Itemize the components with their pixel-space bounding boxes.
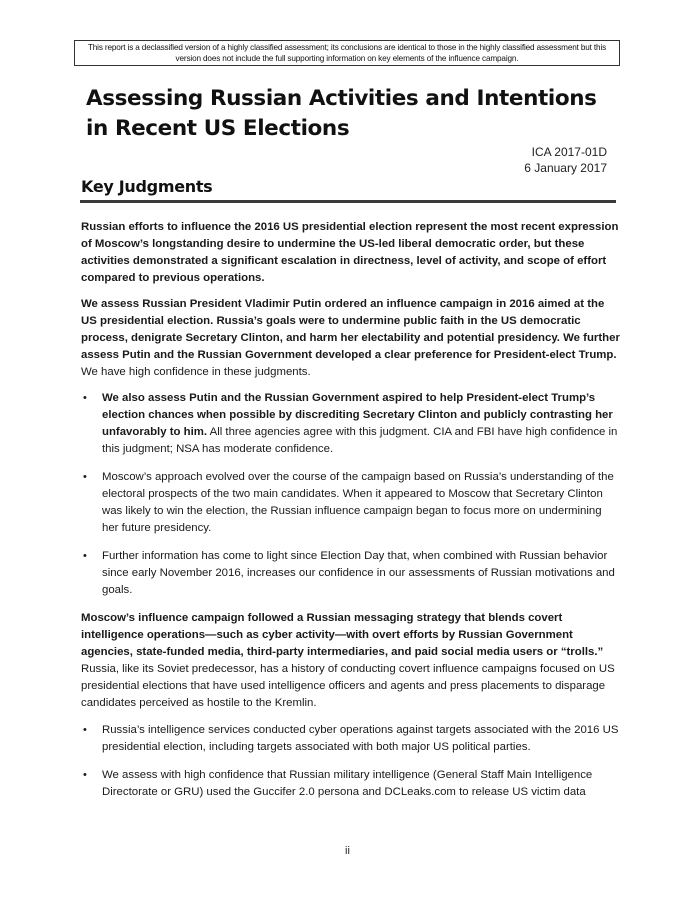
- bullet-icon: •: [83, 392, 87, 404]
- bullet-normal: Moscow’s approach evolved over the course of the campaign based on Russia’s understanding of the electoral prospects of the two main candidates. When it appeared to Moscow that Secretary Clinton was likely to win the election, the Russian influence campaign began to focus more on undermining her future presidency.: [102, 471, 614, 534]
- paragraph-1-bold: Russian efforts to influence the 2016 US presidential election represent the most recent expression of Moscow’s longstanding desire to undermine the US-led liberal democratic order, but these activities demonstrated a significant escalation in directness, level of activity, and scope of effort compared to previous operations.: [81, 221, 619, 284]
- page-number: ii: [345, 845, 350, 857]
- bullet-item: [81, 390, 621, 458]
- paragraph-3-normal: Russia, like its Soviet predecessor, has a history of conducting covert influence campaigns focused on US presidential elections that have used intelligence officers and agents and press placements to disparage candidates perceived as hostile to the Kremlin.: [81, 663, 615, 709]
- bullet-icon: •: [83, 769, 87, 781]
- bullet-item: [81, 469, 621, 537]
- bullet-normal: All three agencies agree with this judgment. CIA and FBI have high confidence in this judgment; NSA has moderate confidence.: [102, 426, 618, 455]
- bullet-icon: •: [83, 724, 87, 736]
- bullet-item: [81, 548, 621, 599]
- paragraph-2: [81, 296, 621, 381]
- banner-text: This report is a declassified version of a highly classified assessment; its conclusions are identical to those in the highly classified assessment but this version does not include the full supporting information on key elements of the influence campaign.: [87, 43, 607, 63]
- bullet-normal: Further information has come to light since Election Day that, when combined with Russian behavior since early November 2016, increases our confidence in our assessments of Russian motivations and goals.: [102, 550, 615, 596]
- document-meta: [524, 144, 607, 176]
- paragraph-2-normal: We have high confidence in these judgments.: [81, 366, 311, 378]
- declassification-banner: [74, 40, 620, 66]
- bullet-item: [81, 767, 621, 801]
- bullet-item: [81, 722, 621, 756]
- heading-rule: [80, 200, 616, 203]
- bullet-normal: We assess with high confidence that Russian military intelligence (General Staff Main Intelligence Directorate or GRU) used the Guccifer 2.0 persona and DCLeaks.com to release US victim data: [102, 769, 593, 798]
- section-heading: Key Judgments: [81, 177, 213, 196]
- bullet-bold: We also assess Putin and the Russian Government aspired to help President-elect Trump’s election chances when possible by discrediting Secretary Clinton and publicly contrasting her unfavorably to him.: [102, 392, 613, 438]
- bullet-normal: Russia’s intelligence services conducted cyber operations against targets associated with the 2016 US presidential election, including targets associated with both major US political parties.: [102, 724, 619, 753]
- paragraph-3: [81, 610, 621, 712]
- paragraph-2-bold: We assess Russian President Vladimir Putin ordered an influence campaign in 2016 aimed at the US presidential election. Russia’s goals were to undermine public faith in the US democratic process, denigrate Secretary Clinton, and harm her electability and potential presidency. We further assess Putin and the Russian Government developed a clear preference for President-elect Trump.: [81, 298, 620, 361]
- document-id: ICA 2017-01D: [531, 145, 607, 159]
- paragraph-3-bold: Moscow’s influence campaign followed a Russian messaging strategy that blends covert intelligence operations—such as cyber activity—with overt efforts by Russian Government agencies, state-funded media, third-party intermediaries, and paid social media users or “trolls.”: [81, 612, 604, 658]
- document-date: 6 January 2017: [524, 161, 607, 175]
- page-title: Assessing Russian Activities and Intentions in Recent US Elections: [86, 86, 597, 141]
- paragraph-1: [81, 219, 621, 287]
- bullet-icon: •: [83, 471, 87, 483]
- bullet-icon: •: [83, 550, 87, 562]
